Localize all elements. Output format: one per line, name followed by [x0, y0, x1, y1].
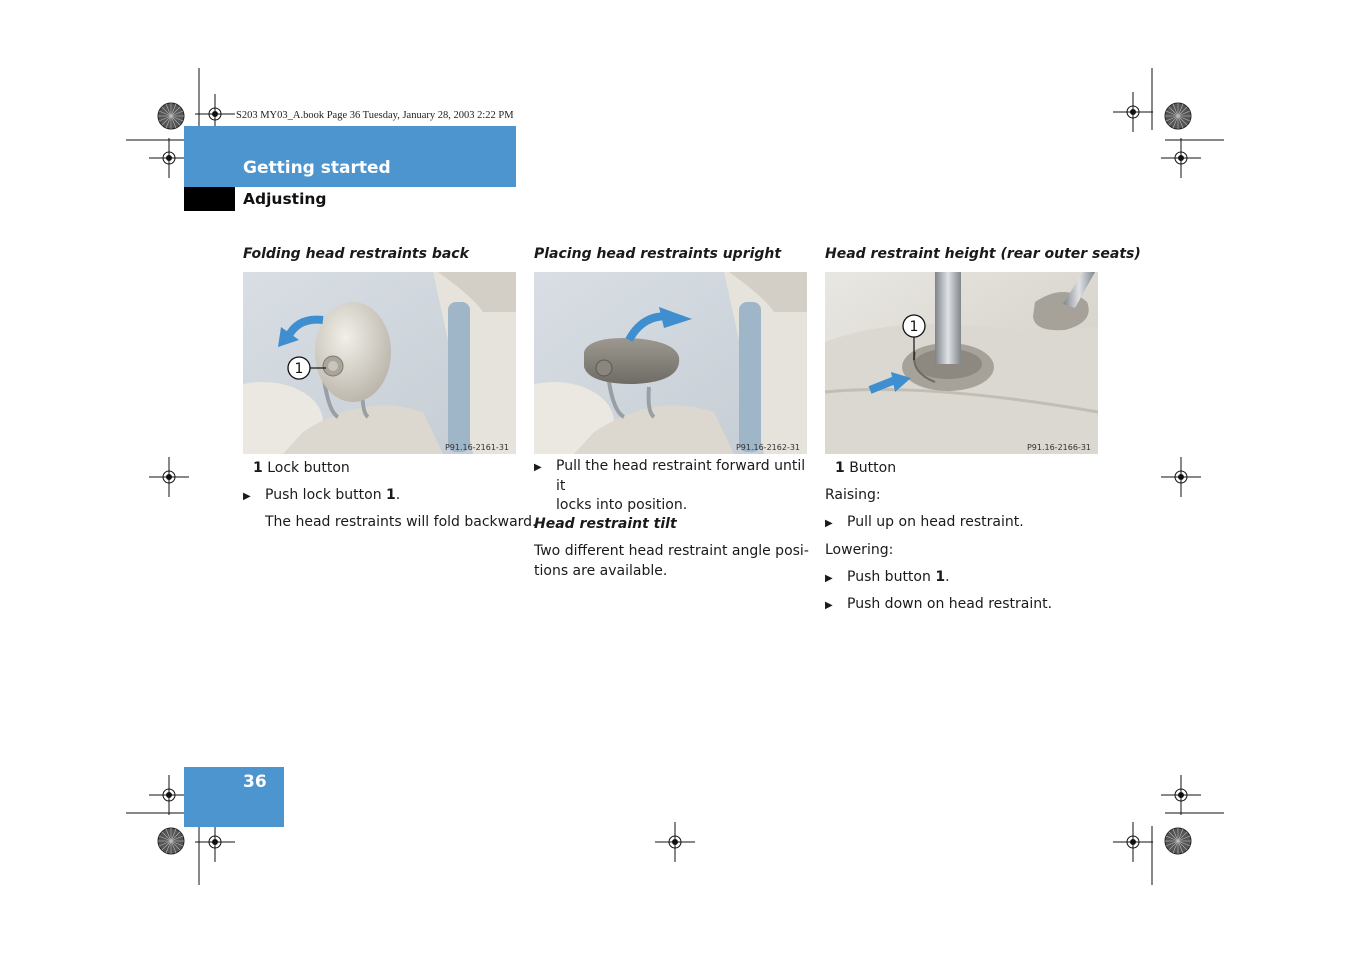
tilt-paragraph: Two different head restraint angle posi- tions are available.: [534, 543, 809, 579]
col2-title: Placing head restraints upright: [534, 246, 782, 262]
col3-title: Head restraint height (rear outer seats): [825, 246, 1141, 262]
figure-upright: [534, 272, 807, 454]
subsection-title: Adjusting: [243, 190, 327, 208]
page-number-box: [184, 767, 284, 827]
triangle-right-icon: ▶: [825, 600, 833, 611]
figure-height: [825, 272, 1098, 454]
bullet-push-down: ▶ Push down on head restraint.: [825, 595, 1105, 616]
triangle-right-icon: ▶: [825, 518, 833, 529]
triangle-right-icon: ▶: [243, 491, 251, 502]
section-title: Getting started: [243, 158, 391, 178]
legend-button: 1 Button: [835, 460, 897, 476]
bullet-push-button: ▶ Push button 1.: [825, 568, 1105, 589]
tilt-subtitle: Head restraint tilt: [534, 516, 677, 532]
figure-code: P91.16-2161-31: [444, 443, 509, 452]
result-text: The head restraints will fold backward.: [265, 514, 537, 530]
bullet-pull-forward: ▶ Pull the head restraint forward until it locks into position.: [534, 457, 814, 516]
raising-label: Raising:: [825, 487, 881, 503]
triangle-right-icon: ▶: [825, 573, 833, 584]
page-number: 36: [243, 772, 267, 792]
legend-lock-button: 1 Lock button: [253, 460, 350, 476]
bullet-push-lock: ▶ Push lock button 1.: [243, 486, 523, 507]
col1-title: Folding head restraints back: [243, 246, 469, 262]
bullet-pull-up: ▶ Pull up on head restraint.: [825, 513, 1105, 534]
figure-fold-back: [243, 272, 516, 454]
callout-1: 1: [909, 319, 919, 335]
triangle-right-icon: ▶: [534, 462, 542, 473]
figure-code: P91.16-2162-31: [735, 443, 800, 452]
lowering-label: Lowering:: [825, 542, 894, 558]
book-info: S203 MY03_A.book Page 36 Tuesday, January 28, 2003 2:22 PM: [236, 110, 514, 121]
callout-1: 1: [294, 361, 304, 377]
section-tab-marker: [184, 187, 235, 211]
figure-code: P91.16-2166-31: [1026, 443, 1091, 452]
